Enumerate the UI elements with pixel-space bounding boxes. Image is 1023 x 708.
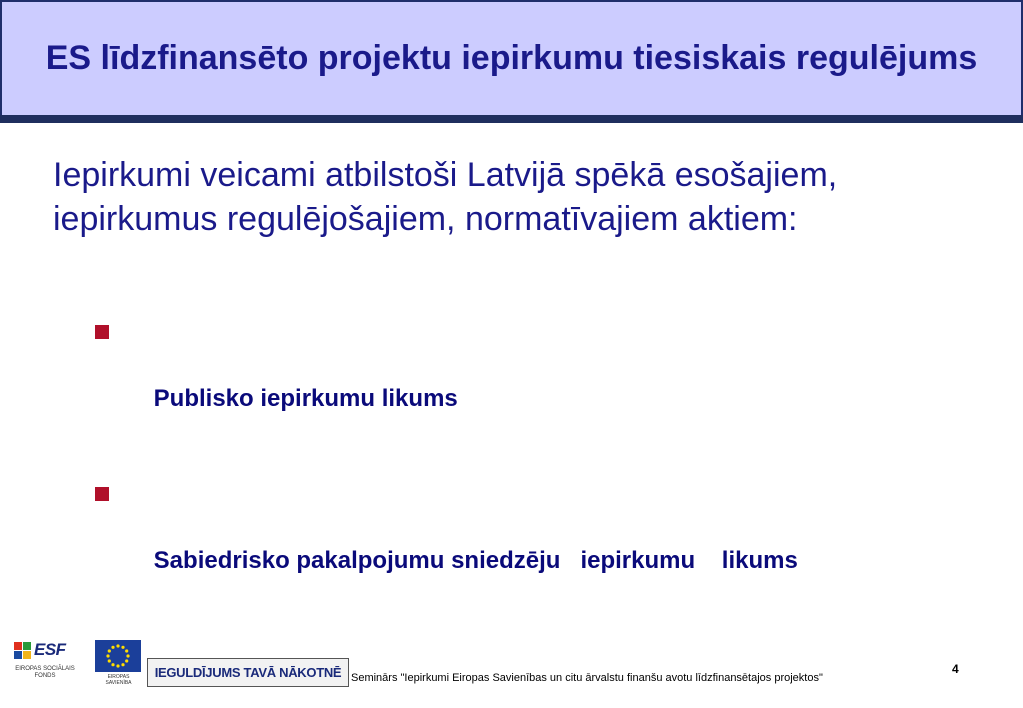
esf-logo [12,640,78,688]
esf-logo-subtext: EIROPAS SOCIĀLAIS FONDS [15,666,75,679]
eu-logo-subtext: EIROPAS SAVIENĪBA [105,674,132,686]
esf-logo-text: ESF [34,640,66,659]
eu-flag-icon [95,640,141,672]
page-number: 4 [952,662,959,676]
footer-seminar-text: Seminārs "Iepirkumi Eiropas Savienības un citu ārvalstu finanšu avotu līdzfinansētajos projektos" [351,672,823,684]
square-bullet-icon [95,487,109,501]
square-bullet-icon [95,325,109,339]
invest-banner: IEGULDĪJUMS TAVĀ NĀKOTNĒ [147,658,349,687]
title-divider [0,115,1023,123]
eu-logo [95,640,142,684]
title-bar [0,0,1023,115]
esf-mark-icon [12,640,34,664]
list-item [93,476,993,612]
bullet-label: Publisko iepirkumu likums [153,385,458,412]
list-item [93,314,993,450]
slide-title: ES līdzfinansēto projektu iepirkumu tiesiskais regulējums [45,39,978,77]
bullet-list [93,314,993,638]
intro-text: Iepirkumi veicami atbilstoši Latvijā spēkā esošajiem, iepirkumus regulējošajiem, normatīvajiem aktiem: [53,156,838,238]
bullet-label: Sabiedrisko pakalpojumu sniedzēju iepirkumu likums [153,547,798,574]
